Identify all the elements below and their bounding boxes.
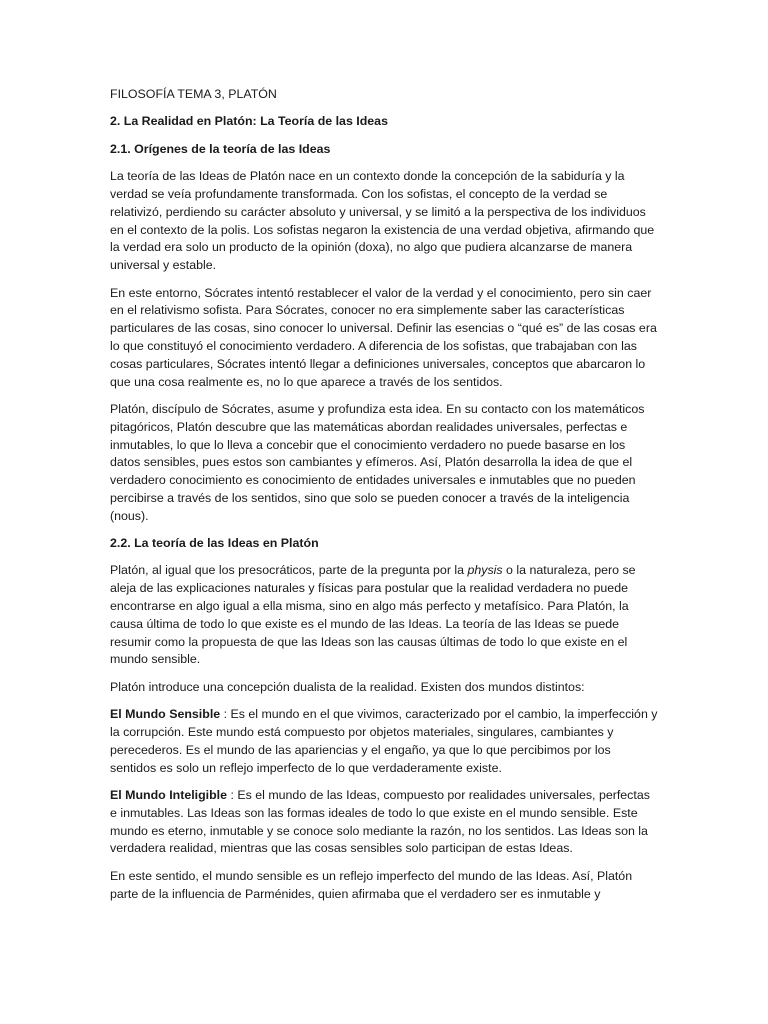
paragraph-physis-start: Platón, al igual que los presocráticos, parte de la pregunta por la — [110, 563, 468, 578]
paragraph-physis-end: o la naturaleza, pero se aleja de las explicaciones naturales y físicas para postular que la realidad verdadera no puede encontrarse en algo igual a ella misma, sino en algo más perfecto y metafísico. Para Platón, la causa última de todo lo que existe es el mundo de las Ideas. La teoría de las Ideas se puede resumir como la propuesta de que las Ideas son las causas últimas de todo lo que existe en el mundo sensible. — [110, 563, 636, 667]
section-heading-2: 2. La Realidad en Platón: La Teoría de las Ideas — [110, 114, 388, 129]
paragraph-socrates: En este entorno, Sócrates intentó restablecer el valor de la verdad y el conocimiento, pero sin caer en el relativismo sofista. Para Sócrates, conocer no era simplemente saber las características particulares de las cosas, sino conocer lo universal. Definir las esencias o “qué es” de las cosas era lo que constituyó el conocimiento verdadero. A diferencia de los sofistas, que trabajaban con las cosas particulares, Sócrates intentó llegar a definiciones universales, conceptos que abarcaron lo que una cosa realmente es, no lo que aparece a través de los sentidos. — [110, 285, 657, 389]
term-sensible-world: El Mundo Sensible — [110, 707, 221, 722]
physis-term: physis — [467, 563, 503, 578]
section-heading-2-2: 2.2. La teoría de las Ideas en Platón — [110, 536, 319, 551]
section-heading-2-1: 2.1. Orígenes de la teoría de las Ideas — [110, 141, 331, 156]
paragraph-origins-sophists: La teoría de las Ideas de Platón nace en un contexto donde la concepción de la sabiduría y la verdad se veía profundamente transformada. Con los sofistas, el concepto de la verdad se relativizó, perdiendo su carácter absoluto y universal, y se limitó a la perspectiva de los individuos en el contexto de la polis. Los sofistas negaron la existencia de una verdad objetiva, afirmando que la verdad era solo un producto de la opinión (doxa), no algo que pudiera alcanzarse de manera universal y estable. — [110, 169, 655, 273]
term-intelligible-world: El Mundo Inteligible — [110, 788, 228, 803]
paragraph-dualism: Platón introduce una concepción dualista de la realidad. Existen dos mundos distintos: — [110, 679, 585, 694]
paragraph-parmenides: En este sentido, el mundo sensible es un reflejo imperfecto del mundo de las Ideas. Así, Platón parte de la influencia de Parménides, quien afirmaba que el verdadero ser es inmutable y — [110, 868, 633, 901]
sensible-world-description: : Es el mundo en el que vivimos, caracterizado por el cambio, la imperfección y la corrupción. Este mundo está compuesto por objetos materiales, singulares, cambiantes y perecederos. Es el mundo de las apariencias y el engaño, ya que lo que percibimos por los sentidos es solo un reflejo imperfecto de lo que verdaderamente existe. — [110, 707, 658, 775]
document-title: FILOSOFÍA TEMA 3, PLATÓN — [110, 87, 277, 101]
paragraph-sensible-world — [110, 706, 658, 777]
document-body — [110, 86, 658, 913]
paragraph-physis — [110, 562, 658, 669]
paragraph-plato-mathematics: Platón, discípulo de Sócrates, asume y profundiza esta idea. En su contacto con los matemáticos pitagóricos, Platón descubre que las matemáticas abordan realidades universales, perfectas e inmutables, lo que lo lleva a concebir que el conocimiento verdadero no puede basarse en los datos sensibles, pues estos son cambiantes y efímeros. Así, Platón desarrolla la idea de que el verdadero conocimiento es conocimiento de entidades universales e inmutables que no pueden percibirse a través de los sentidos, sino que solo se pueden conocer a través de la inteligencia (nous). — [110, 401, 645, 523]
intelligible-world-description: : Es el mundo de las Ideas, compuesto por realidades universales, perfectas e inmutables. Las Ideas son las formas ideales de todo lo que existe en el mundo sensible. Este mundo es eterno, inmutable y se conoce solo mediante la razón, no los sentidos. Las Ideas son la verdadera realidad, mientras que las cosas sensibles solo participan de estas Ideas. — [110, 788, 650, 856]
paragraph-intelligible-world — [110, 787, 658, 858]
